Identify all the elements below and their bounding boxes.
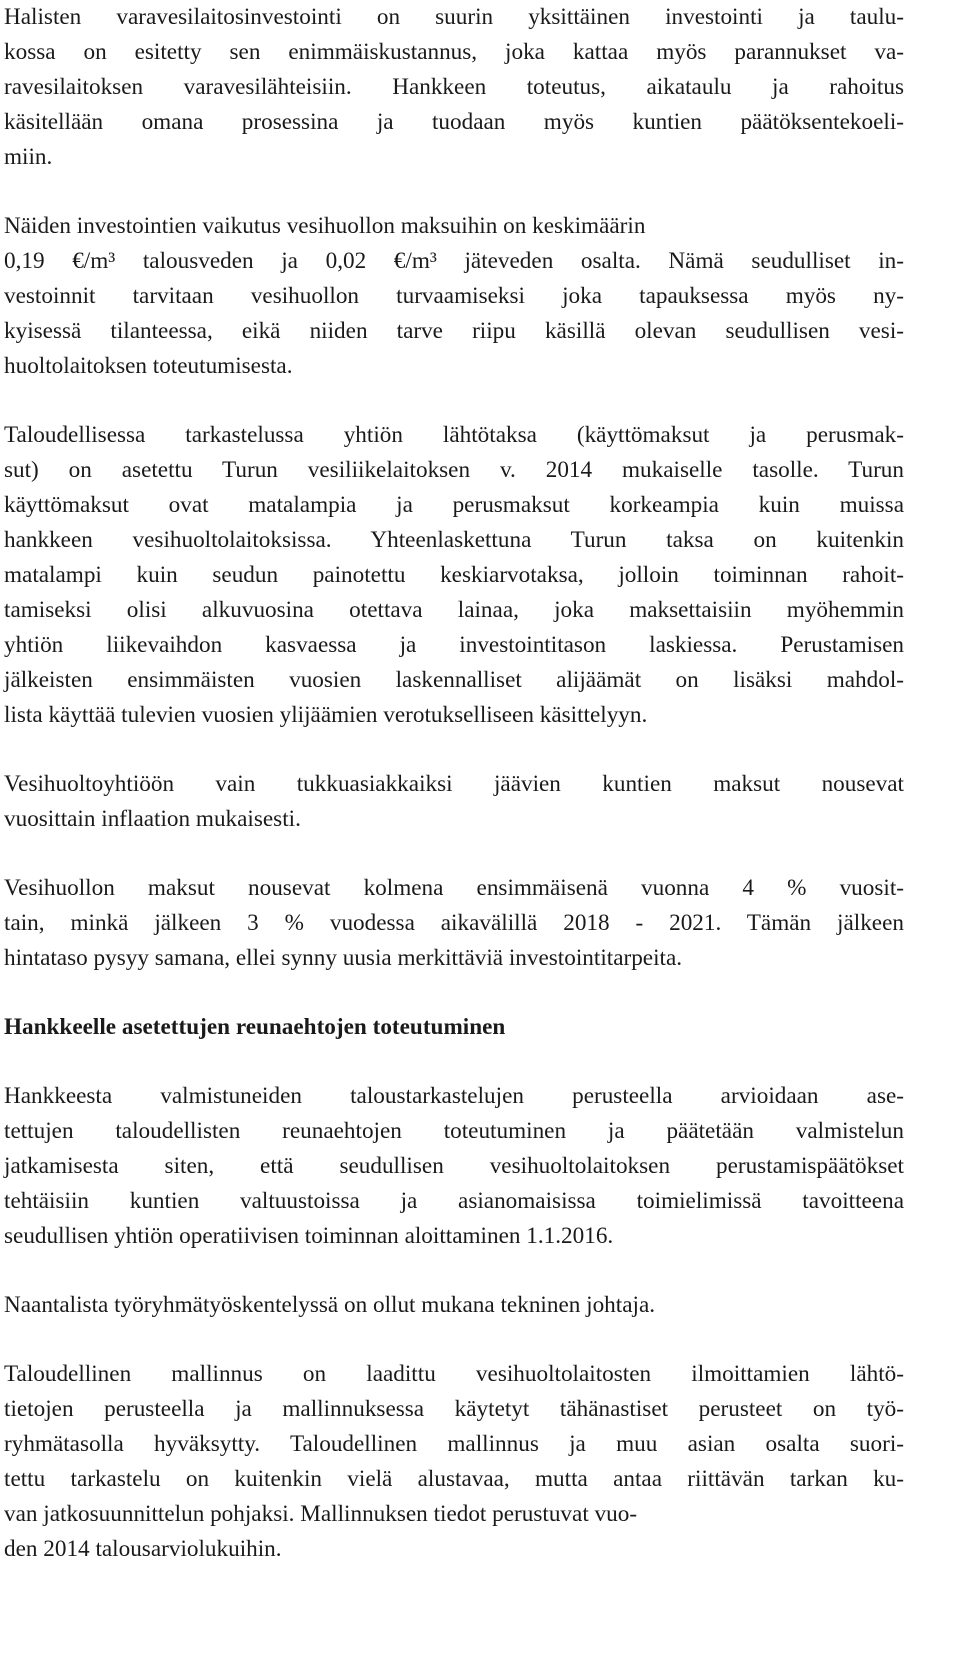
paragraph-gap xyxy=(4,837,904,871)
text-line: vuosittain inflaation mukaisesti. xyxy=(4,806,301,832)
text-line: seudullisen yhtiön operatiivisen toiminnan aloittaminen 1.1.2016. xyxy=(4,1223,614,1249)
paragraph-gap xyxy=(4,384,904,418)
text-line: käsitellään omana prosessina ja tuodaan myös kuntien päätöksentekoeli- xyxy=(4,109,904,135)
paragraph-wholesale-customers xyxy=(4,767,904,837)
text-line: matalampi kuin seudun painotettu keskiarvotaksa, jolloin toiminnan rahoit- xyxy=(4,562,904,588)
text-line: ryhmätasolla hyväksytty. Taloudellinen mallinnus ja muu asian osalta suori- xyxy=(4,1431,904,1457)
paragraph-gap xyxy=(4,1323,904,1357)
text-line: Taloudellisessa tarkastelussa yhtiön lähtötaksa (käyttömaksut ja perusmak- xyxy=(4,422,904,448)
text-line: tettujen taloudellisten reunaehtojen toteutuminen ja päätetään valmistelun xyxy=(4,1118,904,1144)
text-line: hintataso pysyy samana, ellei synny uusia merkittäviä investointitarpeita. xyxy=(4,945,683,971)
section-heading: Hankkeelle asetettujen reunaehtojen toteutuminen xyxy=(4,1014,506,1040)
text-line: kossa on esitetty sen enimmäiskustannus, joka kattaa myös parannukset va- xyxy=(4,39,904,65)
text-line: miin. xyxy=(4,144,53,170)
text-line: tehtäisiin kuntien valtuustoissa ja asianomaisissa toimielimissä tavoitteena xyxy=(4,1188,904,1214)
text-line: Hankkeesta valmistuneiden taloustarkastelujen perusteella arvioidaan ase- xyxy=(4,1083,904,1109)
paragraph-fee-increases xyxy=(4,871,904,976)
text-line: Taloudellinen mallinnus on laadittu vesihuoltolaitosten ilmoittamien lähtö- xyxy=(4,1361,904,1387)
text-line: den 2014 talousarviolukuihin. xyxy=(4,1536,282,1562)
text-line: Vesihuoltoyhtiöön vain tukkuasiakkaiksi jäävien kuntien maksut nousevat xyxy=(4,771,904,797)
paragraph-gap xyxy=(4,1254,904,1288)
text-line: tettu tarkastelu on kuitenkin vielä alustavaa, mutta antaa riittävän tarkan ku- xyxy=(4,1466,904,1492)
text-line: vestoinnit tarvitaan vesihuollon turvaamiseksi joka tapauksessa myös ny- xyxy=(4,283,904,309)
text-line: tamiseksi olisi alkuvuosina otettava lainaa, joka maksettaisiin myöhemmin xyxy=(4,597,904,623)
text-line: Halisten varavesilaitosinvestointi on suurin yksittäinen investointi ja taulu- xyxy=(4,4,904,30)
paragraph-economic-review xyxy=(4,418,904,733)
text-line: ravesilaitoksen varavesilähteisiin. Hankkeen toteutus, aikataulu ja rahoitus xyxy=(4,74,904,100)
document-page xyxy=(4,0,904,1567)
paragraph-gap xyxy=(4,175,904,209)
text-line: kyisessä tilanteessa, eikä niiden tarve riipu käsillä olevan seudullisen vesi- xyxy=(4,318,904,344)
paragraph-halinen-investment xyxy=(4,0,904,175)
paragraph-fee-impact xyxy=(4,209,904,384)
text-line: yhtiön liikevaihdon kasvaessa ja investointitason laskiessa. Perustamisen xyxy=(4,632,904,658)
text-line: Vesihuollon maksut nousevat kolmena ensimmäisenä vuonna 4 % vuosit- xyxy=(4,875,904,901)
text-line: käyttömaksut ovat matalampia ja perusmaksut korkeampia kuin muissa xyxy=(4,492,904,518)
paragraph-modelling xyxy=(4,1357,904,1567)
paragraph-gap xyxy=(4,1045,904,1079)
text-line: jatkamisesta siten, että seudullisen vesihuoltolaitoksen perustamispäätökset xyxy=(4,1153,904,1179)
text-line: tain, minkä jälkeen 3 % vuodessa aikavälillä 2018 - 2021. Tämän jälkeen xyxy=(4,910,904,936)
text-line: tietojen perusteella ja mallinnuksessa käytetyt tähänastiset perusteet on työ- xyxy=(4,1396,904,1422)
text-line: Naantalista työryhmätyöskentelyssä on ollut mukana tekninen johtaja. xyxy=(4,1292,656,1318)
paragraph-gap xyxy=(4,976,904,1010)
paragraph-preconditions xyxy=(4,1079,904,1254)
text-line: Näiden investointien vaikutus vesihuollon maksuihin on keskimäärin xyxy=(4,213,646,239)
text-line: van jatkosuunnittelun pohjaksi. Mallinnuksen tiedot perustuvat vuo- xyxy=(4,1501,638,1527)
paragraph-gap xyxy=(4,733,904,767)
text-line: hankkeen vesihuoltolaitoksissa. Yhteenlaskettuna Turun taksa on kuitenkin xyxy=(4,527,904,553)
text-line: sut) on asetettu Turun vesiliikelaitoksen v. 2014 mukaiselle tasolle. Turun xyxy=(4,457,904,483)
text-line: 0,19 €/m³ talousveden ja 0,02 €/m³ jäteveden osalta. Nämä seudulliset in- xyxy=(4,248,904,274)
paragraph-naantali xyxy=(4,1288,904,1323)
text-line: jälkeisten ensimmäisten vuosien laskennalliset alijäämät on lisäksi mahdol- xyxy=(4,667,904,693)
text-line: lista käyttää tulevien vuosien ylijäämien verotukselliseen käsittelyyn. xyxy=(4,702,648,728)
text-line: huoltolaitoksen toteutumisesta. xyxy=(4,353,293,379)
